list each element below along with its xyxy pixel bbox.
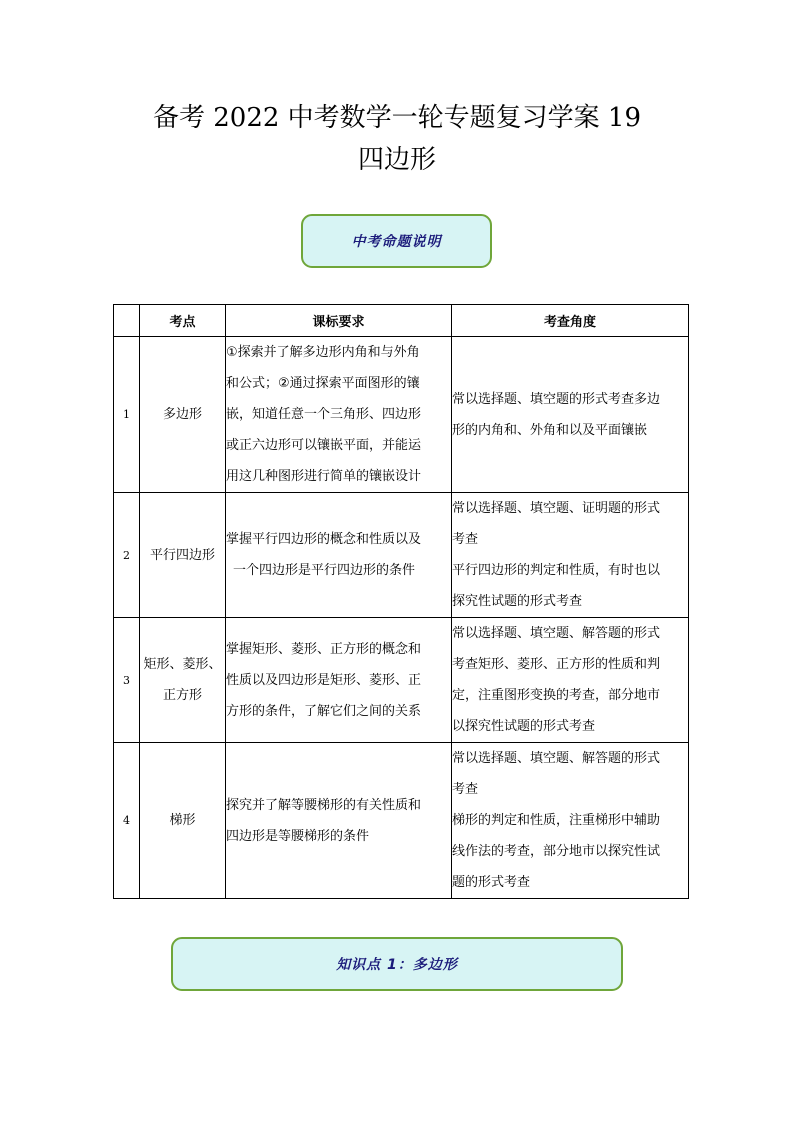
- requirement-line: 探究并了解等腰梯形的有关性质和: [226, 797, 422, 813]
- row-topic: [140, 493, 226, 618]
- table-row: [114, 337, 689, 493]
- requirement-line: 掌握矩形、菱形、正方形的概念和: [226, 641, 422, 657]
- angle-line: 形的内角和、外角和以及平面镶嵌: [452, 422, 648, 438]
- row-topic: [140, 743, 226, 899]
- header-topic: 考点: [140, 305, 226, 337]
- requirement-line: 用这几种图形进行简单的镶嵌设计: [226, 469, 422, 484]
- table-row: [114, 493, 689, 618]
- section-banner-label: 中考命题说明: [351, 234, 442, 250]
- angle-line: 常以选择题、填空题、解答题的形式: [452, 626, 661, 641]
- angle-line: 常以选择题、填空题、解答题的形式: [452, 751, 661, 766]
- requirement-line: 一个四边形是平行四边形的条件: [233, 563, 416, 578]
- topic-line: 矩形、菱形、: [143, 657, 222, 672]
- angle-line: 题的形式考查: [452, 875, 531, 890]
- topic-line: 平行四边形: [149, 547, 215, 563]
- requirement-line: ①探索并了解多边形内角和与外角: [226, 345, 420, 360]
- angle-line: 线作法的考查，部分地市以探究性试: [452, 844, 661, 859]
- angle-line: 定，注重图形变换的考查，部分地市: [452, 688, 661, 703]
- requirement-line: 四边形是等腰梯形的条件: [226, 828, 370, 844]
- topic-line: 梯形: [169, 813, 196, 828]
- angle-line: 常以选择题、填空题的形式考查多边: [452, 391, 661, 407]
- requirement-line: 嵌，知道任意一个三角形、四边形: [226, 407, 422, 422]
- row-number: 1: [114, 337, 140, 493]
- topic-line: 正方形: [162, 688, 202, 703]
- exam-points-table: [113, 304, 689, 899]
- row-angle: [452, 743, 689, 899]
- angle-line: 平行四边形的判定和性质，有时也以: [452, 563, 661, 578]
- section-banner-label: 知识点 1：多边形: [336, 957, 458, 973]
- table-row: [114, 618, 689, 743]
- row-requirement: [226, 337, 452, 493]
- requirement-line: 性质以及四边形是矩形、菱形、正: [226, 672, 422, 688]
- row-number: 2: [114, 493, 140, 618]
- requirement-line: 掌握平行四边形的概念和性质以及: [226, 532, 422, 547]
- requirement-line: 方形的条件，了解它们之间的关系: [226, 703, 422, 719]
- row-requirement: [226, 743, 452, 899]
- header-requirement: 课标要求: [226, 305, 452, 337]
- angle-line: 常以选择题、填空题、证明题的形式: [452, 501, 661, 516]
- table-header-row: [114, 305, 689, 337]
- section-banner-exam-description: [301, 214, 492, 268]
- document-title-line-1: 备考 2022 中考数学一轮专题复习学案 19: [152, 103, 642, 133]
- row-angle: [452, 493, 689, 618]
- row-number: 4: [114, 743, 140, 899]
- angle-line: 考查矩形、菱形、正方形的性质和判: [452, 657, 661, 672]
- angle-line: 探究性试题的形式考查: [452, 594, 583, 609]
- angle-line: 以探究性试题的形式考查: [452, 719, 596, 734]
- row-requirement: [226, 493, 452, 618]
- header-angle: 考查角度: [452, 305, 689, 337]
- table-row: [114, 743, 689, 899]
- row-angle: [452, 337, 689, 493]
- row-number: 3: [114, 618, 140, 743]
- row-angle: [452, 618, 689, 743]
- row-requirement: [226, 618, 452, 743]
- topic-line: 多边形: [162, 407, 202, 422]
- requirement-line: 或正六边形可以镶嵌平面，并能运: [226, 438, 422, 453]
- row-topic: [140, 337, 226, 493]
- document-title-line-2: 四边形: [357, 145, 436, 175]
- angle-line: 考查: [452, 782, 479, 797]
- row-topic: [140, 618, 226, 743]
- angle-line: 梯形的判定和性质，注重梯形中辅助: [452, 813, 661, 828]
- angle-line: 考查: [452, 532, 479, 547]
- section-banner-knowledge-point-1: [171, 937, 623, 991]
- requirement-line: 和公式；②通过探索平面图形的镶: [226, 376, 420, 391]
- header-index: [114, 305, 140, 337]
